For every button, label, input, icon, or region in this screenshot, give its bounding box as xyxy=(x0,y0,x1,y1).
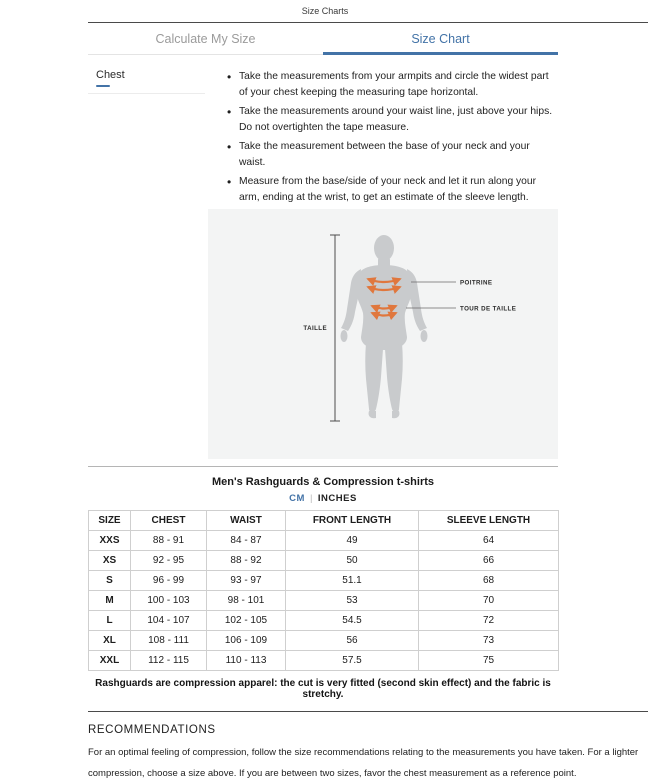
value-cell: 70 xyxy=(419,590,559,610)
size-table-header-row xyxy=(89,510,559,530)
value-cell: 106 - 109 xyxy=(207,630,286,650)
value-cell: 66 xyxy=(419,550,559,570)
table-row xyxy=(89,550,559,570)
value-cell: 104 - 107 xyxy=(131,610,207,630)
column-header: FRONT LENGTH xyxy=(286,510,419,530)
value-cell: 93 - 97 xyxy=(207,570,286,590)
value-cell: 51.1 xyxy=(286,570,419,590)
size-cell: XL xyxy=(89,630,131,650)
chest-label: POITRINE xyxy=(460,279,493,287)
instruction-bullet: • Take the measurements from your armpits and circle the widest part of your chest keeping the measuring tape horizontal. xyxy=(227,69,558,101)
instruction-bullet: • Take the measurements around your waist line, just above your hips. Do not overtighten the tape measure. xyxy=(227,104,558,136)
value-cell: 53 xyxy=(286,590,419,610)
value-cell: 100 - 103 xyxy=(131,590,207,610)
value-cell: 88 - 91 xyxy=(131,530,207,550)
unit-toggle xyxy=(88,493,558,504)
value-cell: 56 xyxy=(286,630,419,650)
instruction-list xyxy=(227,69,558,206)
mannequin-body xyxy=(341,235,428,418)
bottom-divider xyxy=(88,711,648,712)
instruction-bullet: • Measure from the base/side of your neck and let it run along your arm, ending at the wrist, to get an estimate of the sleeve length. xyxy=(227,174,558,206)
column-header: SIZE xyxy=(89,510,131,530)
value-cell: 98 - 101 xyxy=(207,590,286,610)
value-cell: 75 xyxy=(419,650,559,670)
page-title: Size Charts xyxy=(301,6,349,16)
sidebar-item-chest[interactable] xyxy=(88,64,205,94)
value-cell: 112 - 115 xyxy=(131,650,207,670)
size-table xyxy=(88,510,559,671)
size-cell: XXS xyxy=(89,530,131,550)
column-header: CHEST xyxy=(131,510,207,530)
unit-inches-button[interactable]: INCHES xyxy=(317,492,357,504)
table-row xyxy=(89,530,559,550)
value-cell: 64 xyxy=(419,530,559,550)
recommendations-section xyxy=(88,724,650,784)
mannequin-diagram xyxy=(208,209,558,459)
value-cell: 73 xyxy=(419,630,559,650)
value-cell: 92 - 95 xyxy=(131,550,207,570)
active-indicator xyxy=(96,85,110,87)
tab-bar xyxy=(88,23,558,55)
value-cell: 102 - 105 xyxy=(207,610,286,630)
table-row xyxy=(89,570,559,590)
size-table-title: Men's Rashguards & Compression t-shirts xyxy=(211,475,435,488)
size-cell: XS xyxy=(89,550,131,570)
value-cell: 49 xyxy=(286,530,419,550)
size-cell: S xyxy=(89,570,131,590)
value-cell: 108 - 111 xyxy=(131,630,207,650)
body-measurement-figure xyxy=(208,209,558,459)
table-row xyxy=(89,590,559,610)
table-row xyxy=(89,610,559,630)
sidebar-item-label: Chest xyxy=(96,69,125,81)
table-row xyxy=(89,650,559,670)
measurement-nav xyxy=(88,55,205,459)
column-header: WAIST xyxy=(207,510,286,530)
waist-label: TOUR DE TAILLE xyxy=(460,305,517,313)
value-cell: 50 xyxy=(286,550,419,570)
height-label: TAILLE xyxy=(303,324,327,332)
recommendations-body: For an optimal feeling of compression, follow the size recommendations relating to the measurements you have taken. For a lighter compression, choose a size above. If you are between two sizes, favor the chest measurement as a reference point. xyxy=(88,746,639,779)
unit-separator: | xyxy=(309,492,313,504)
compression-note: Rashguards are compression apparel: the cut is very fitted (second skin effect) and the fabric is stretchy. xyxy=(95,677,551,700)
size-cell: XXL xyxy=(89,650,131,670)
value-cell: 110 - 113 xyxy=(207,650,286,670)
instruction-bullet: • Take the measurement between the base of your neck and your waist. xyxy=(227,139,558,171)
section-divider xyxy=(88,466,558,467)
tab-size-chart[interactable]: Size Chart xyxy=(323,23,558,54)
value-cell: 54.5 xyxy=(286,610,419,630)
value-cell: 57.5 xyxy=(286,650,419,670)
table-row xyxy=(89,630,559,650)
size-cell: L xyxy=(89,610,131,630)
size-cell: M xyxy=(89,590,131,610)
recommendations-title: RECOMMENDATIONS xyxy=(88,723,216,736)
size-chart-panel xyxy=(88,23,650,784)
value-cell: 96 - 99 xyxy=(131,570,207,590)
value-cell: 72 xyxy=(419,610,559,630)
unit-cm-button[interactable]: CM xyxy=(289,492,305,504)
tab-calculate-my-size[interactable]: Calculate My Size xyxy=(155,32,256,46)
value-cell: 84 - 87 xyxy=(207,530,286,550)
column-header: SLEEVE LENGTH xyxy=(419,510,559,530)
value-cell: 88 - 92 xyxy=(207,550,286,570)
value-cell: 68 xyxy=(419,570,559,590)
